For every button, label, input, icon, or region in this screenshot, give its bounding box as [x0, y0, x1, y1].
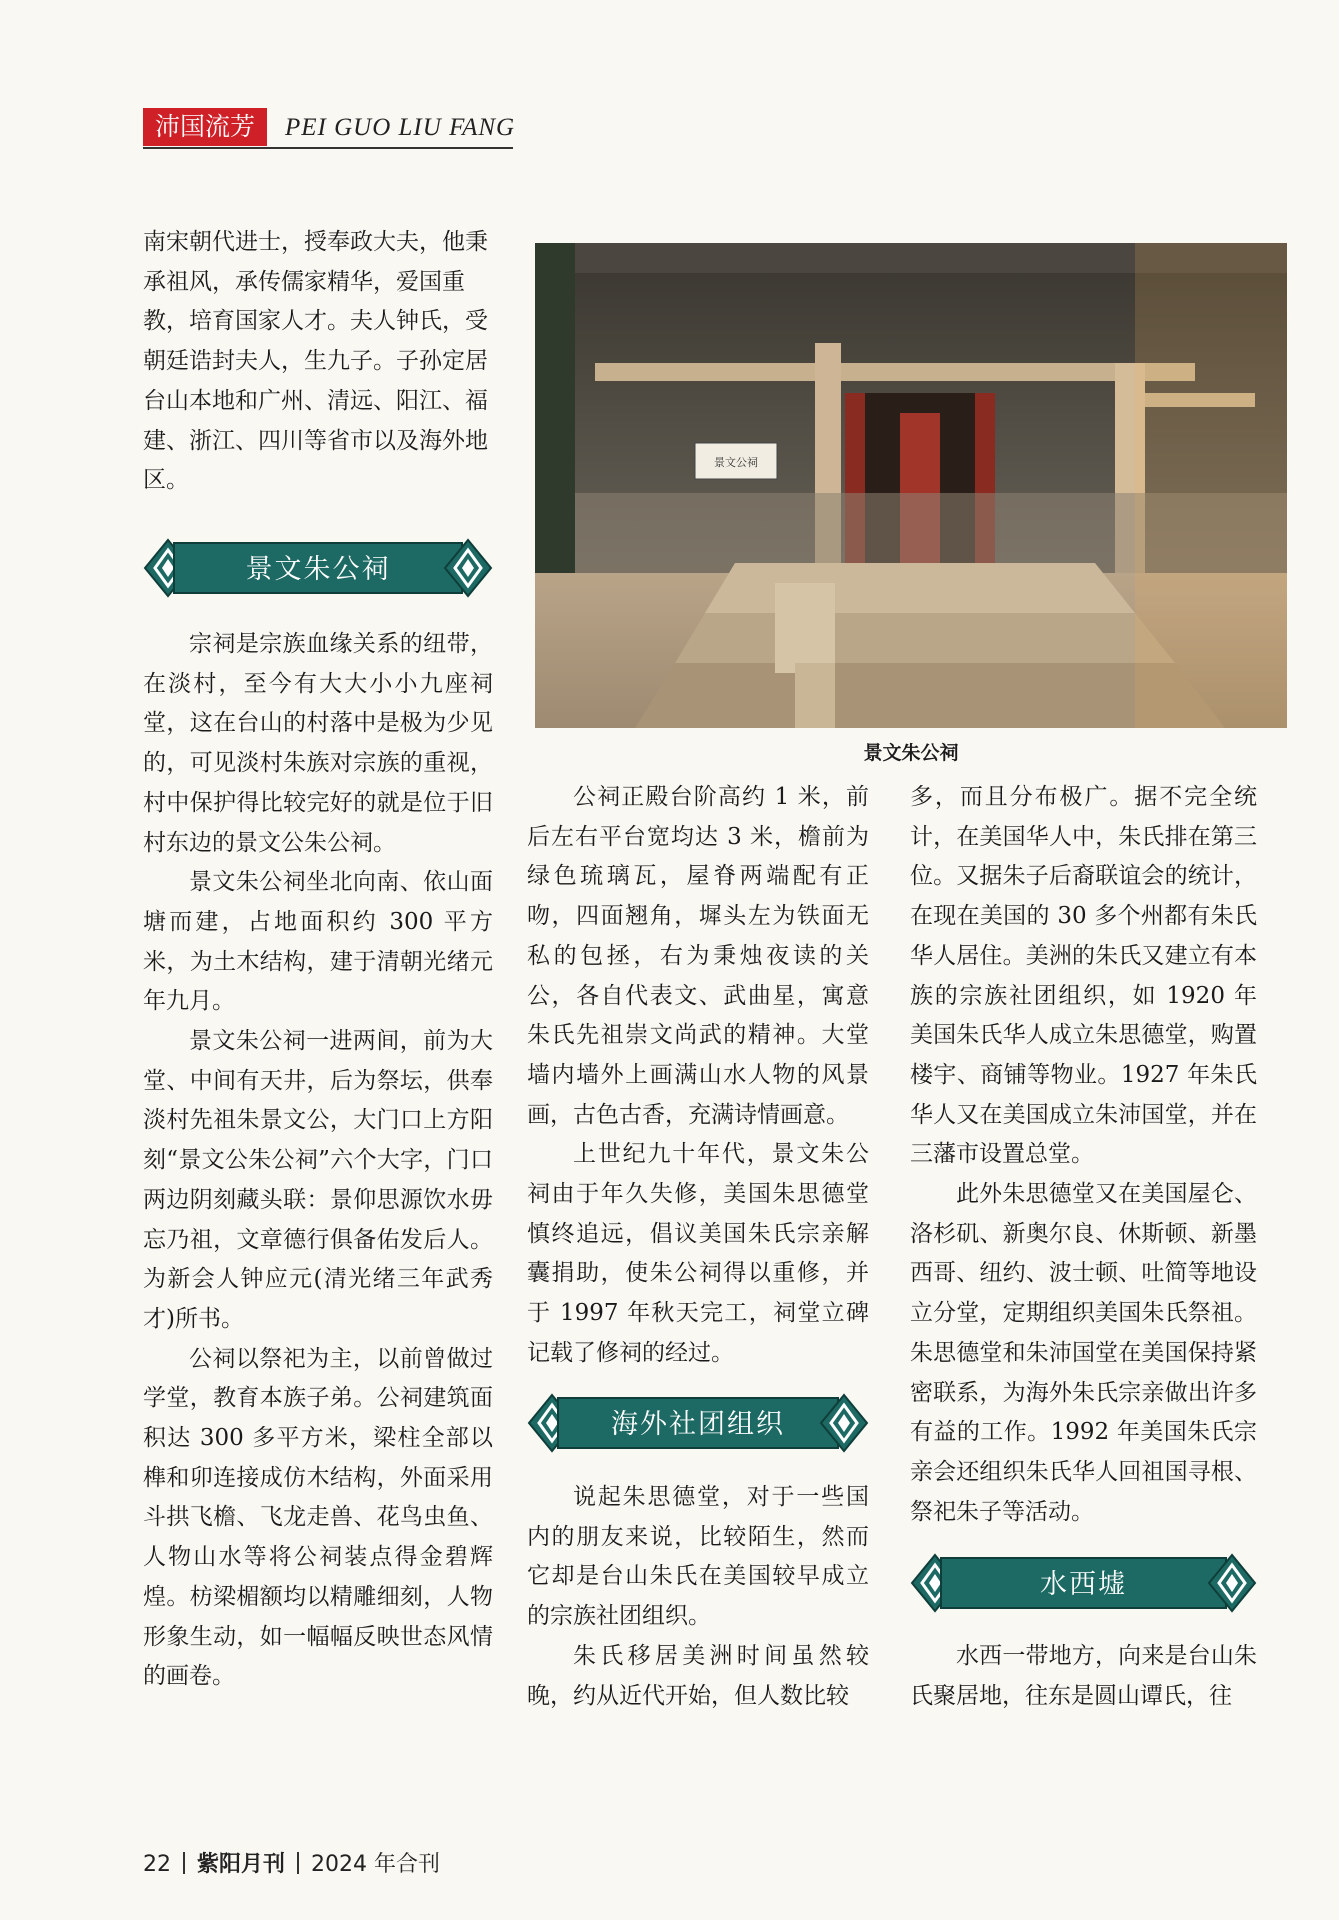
- intro-text: [143, 223, 493, 501]
- body-column-2: [527, 778, 869, 1374]
- page-footer: [143, 1847, 440, 1878]
- banner-title: 水西墟: [940, 1557, 1227, 1609]
- section-label: 沛国流芳: [143, 108, 267, 146]
- text-line: 区。: [143, 467, 189, 494]
- paragraph: 公祠以祭祀为主，以前曾做过学堂，教育本族子弟。公祠建筑面积达 300 多平方米，梁柱全部以榫和卯连接成仿木结构，外面采用斗拱飞檐、飞龙走兽、花鸟虫鱼、人物山水等将公祠装点得金碧辉煌。枋梁楣额均以精雕细刻，人物形象生动，如一幅幅反映世态风情的画卷。: [143, 1345, 493, 1690]
- paragraph: 朱氏移居美洲时间虽然较晚，约从近代开始，但人数比较: [527, 1642, 869, 1709]
- banner-title: 海外社团组织: [557, 1397, 839, 1449]
- section-banner-shuixi: [910, 1553, 1257, 1613]
- body-column-3: [910, 778, 1257, 1532]
- section-label-en: PEI GUO LIU FANG: [285, 114, 516, 141]
- paragraph: 上世纪九十年代，景文朱公祠由于年久失修，美国朱思德堂慎终追远，倡议美国朱氏宗亲解囊捐助，使朱公祠得以重修，并于 1997 年秋天完工，祠堂立碑记载了修祠的经过。: [527, 1141, 869, 1366]
- knot-ornament-icon: [443, 538, 493, 598]
- paragraph: 多，而且分布极广。据不完全统计，在美国华人中，朱氏排在第三位。又据朱子后裔联谊会的统计，在现在美国的 30 多个州都有朱氏华人居住。美洲的朱氏又建立有本族的宗族社团组织，如 1920 年美国朱氏华人成立朱思德堂，购置楼宇、商铺等物业。1927 年朱氏华人又在美国成立朱沛国堂，并在三藩市设置总堂。: [910, 784, 1257, 1168]
- knot-ornament-icon: [819, 1393, 869, 1453]
- text-line: 承祖风，承传儒家精华，爱国重: [143, 268, 465, 295]
- paragraph: 公祠正殿台阶高约 1 米，前后左右平台宽均达 3 米，檐前为绿色琉璃瓦，屋脊两端配有正吻，四面翘角，墀头左为铁面无私的包拯，右为秉烛夜读的关公，各自代表文、武曲星，寓意朱氏先祖崇文尚武的精神。大堂墙内墙外上画满山水人物的风景画，古色古香，充满诗情画意。: [527, 784, 869, 1128]
- paragraph: 宗祠是宗族血缘关系的纽带，在淡村，至今有大大小小九座祠堂，这在台山的村落中是极为少见的，可见淡村朱族对宗族的重视，村中保护得比较完好的就是位于旧村东边的景文公朱公祠。: [143, 631, 493, 856]
- text-line: 建、浙江、四川等省市以及海外地: [143, 427, 488, 454]
- body-column-1: [143, 625, 493, 1697]
- ancestral-hall-photo: [535, 243, 1287, 728]
- footer-divider: [297, 1852, 299, 1874]
- banner-title: 景文朱公祠: [173, 542, 463, 594]
- paragraph: 说起朱思德堂，对于一些国内的朋友来说，比较陌生，然而它却是台山朱氏在美国较早成立的宗族社团组织。: [527, 1484, 869, 1630]
- paragraph: 水西一带地方，向来是台山朱氏聚居地，往东是圆山谭氏，往: [910, 1643, 1257, 1709]
- paragraph: 此外朱思德堂又在美国屋仑、洛杉矶、新奥尔良、休斯顿、新墨西哥、纽约、波士顿、吐简等地设立分堂，定期组织美国朱氏祭祖。朱思德堂和朱沛国堂在美国保持紧密联系，为海外朱氏宗亲做出许多有益的工作。1992 年美国朱氏宗亲会还组织朱氏华人回祖国寻根、祭祀朱子等活动。: [910, 1181, 1257, 1525]
- section-banner-overseas: [527, 1393, 869, 1453]
- photo-caption: 景文朱公祠: [863, 742, 959, 764]
- body-column-3-continued: [910, 1637, 1257, 1716]
- magazine-name: 紫阳月刊: [197, 1852, 286, 1877]
- text-line: 教，培育国家人才。夫人钟氏，受: [143, 308, 488, 335]
- plaque-text: 景文公祠: [714, 456, 758, 469]
- header-rule: [143, 147, 513, 149]
- text-line: 南宋朝代进士，授奉政大夫，他秉: [143, 229, 488, 255]
- section-banner-jingwen: [143, 538, 493, 598]
- knot-ornament-icon: [1207, 1553, 1257, 1613]
- issue-label: 2024 年合刊: [311, 1852, 440, 1877]
- text-line: 朝廷诰封夫人，生九子。子孙定居: [143, 348, 488, 375]
- footer-divider: [183, 1852, 185, 1874]
- text-line: 台山本地和广州、清远、阳江、福: [143, 387, 488, 414]
- page-number: 22: [143, 1852, 171, 1877]
- body-column-2-continued: [527, 1478, 869, 1716]
- paragraph: 景文朱公祠一进两间，前为大堂、中间有天井，后为祭坛，供奉淡村先祖朱景文公，大门口上方阳刻“景文公朱公祠”六个大字，门口两边阴刻藏头联：景仰思源饮水毋忘乃祖，文章德行俱备佑发后人。为新会人钟应元(清光绪三年武秀才)所书。: [143, 1028, 493, 1332]
- paragraph: 景文朱公祠坐北向南、依山面塘而建，占地面积约 300 平方米，为土木结构，建于清朝光绪元年九月。: [143, 869, 493, 1015]
